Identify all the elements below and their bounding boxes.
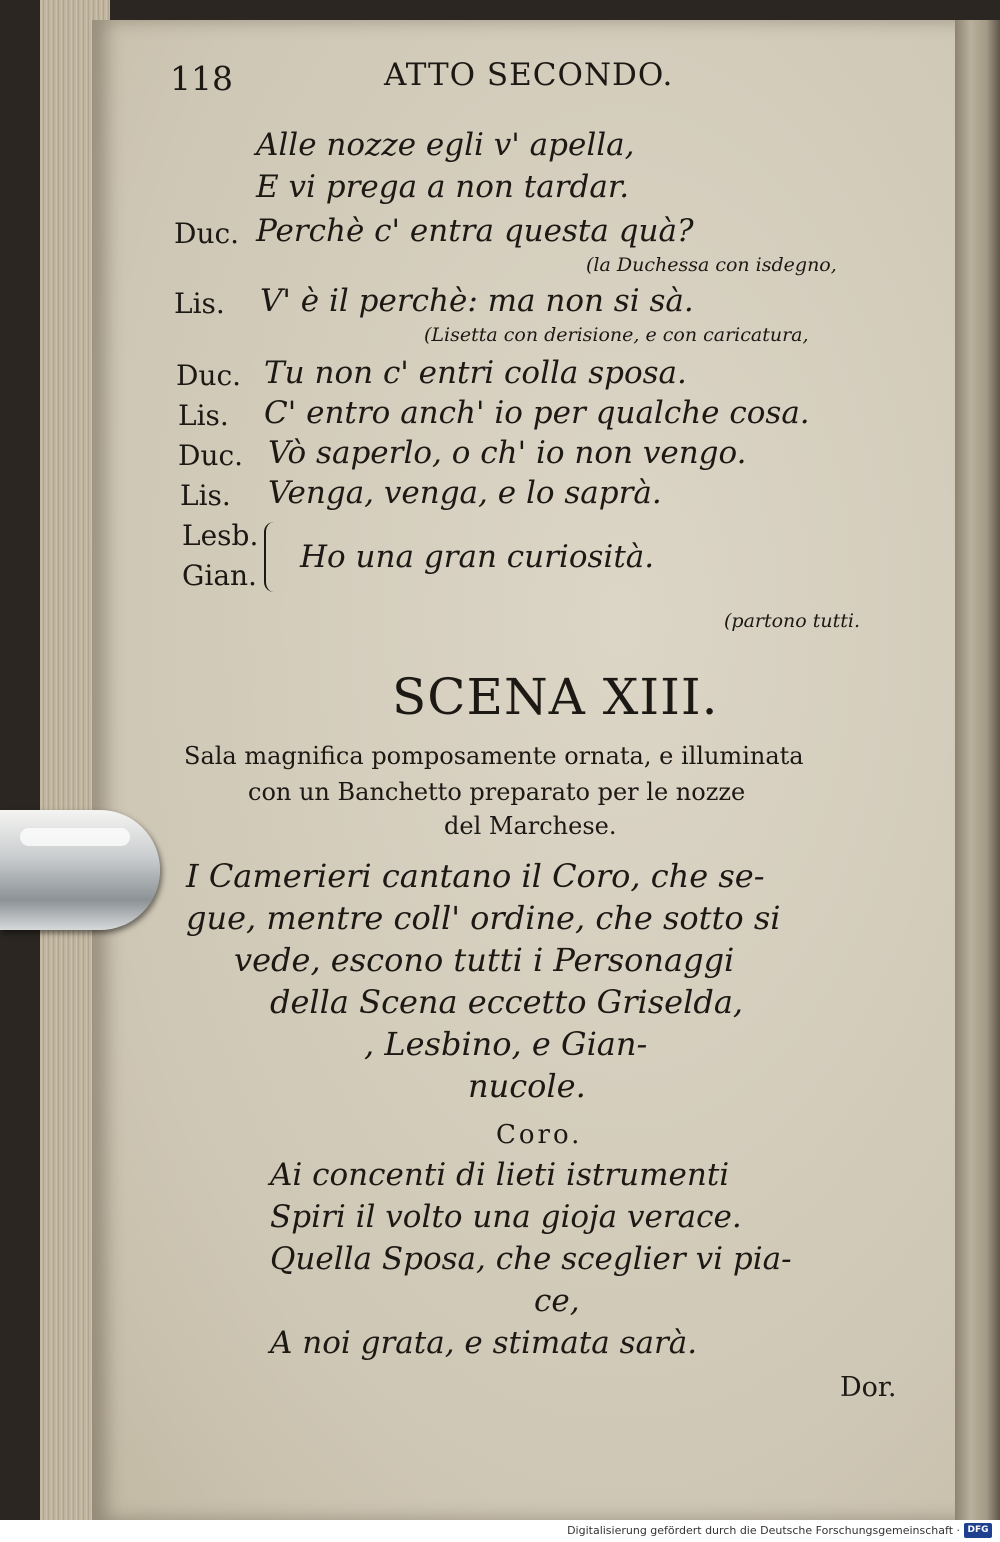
verse-line: E vi prega a non tardar. <box>256 169 630 205</box>
verse-line: Venga, venga, e lo saprà. <box>268 475 662 511</box>
dfg-logo-icon: DFG <box>964 1523 992 1538</box>
verse-line: Vò saperlo, o ch' io non vengo. <box>268 435 747 471</box>
coro-label: Coro. <box>496 1120 583 1150</box>
book-gutter <box>955 20 1000 1520</box>
speaker-brace <box>264 522 280 592</box>
verse-line: Alle nozze egli v' apella, <box>256 127 635 163</box>
footer-credit: Digitalisierung gefördert durch die Deutsche Forschungsgemeinschaft · <box>567 1524 960 1537</box>
narration-line: gue, mentre coll' ordine, che sotto si <box>186 899 781 937</box>
scene-setting-line: con un Banchetto preparato per le nozze <box>248 778 746 806</box>
page-clip <box>0 810 160 930</box>
catchword: Dor. <box>840 1372 897 1403</box>
speaker-label: Lesb. <box>182 519 259 552</box>
verse-line: Tu non c' entri colla sposa. <box>264 355 687 391</box>
verse-line: V' è il perchè: ma non si sà. <box>260 283 694 319</box>
speaker-label: Duc. <box>176 359 242 392</box>
verse-line: Perchè c' entra questa quà? <box>256 213 694 249</box>
narration-line: nucole. <box>468 1067 586 1105</box>
narration-line: della Scena eccetto Griselda, <box>270 983 744 1021</box>
speaker-label: Duc. <box>178 439 244 472</box>
narration-line: I Camerieri cantano il Coro, che se- <box>186 857 765 895</box>
verse-line: Ho una gran curiosità. <box>300 539 655 575</box>
scene-setting-line: Sala magnifica pomposamente ornata, e illuminata <box>184 742 804 770</box>
stage-direction: (la Duchessa con isdegno, <box>586 254 837 276</box>
verse-line: C' entro anch' io per qualche cosa. <box>264 395 810 431</box>
speaker-label: Lis. <box>180 479 231 512</box>
narration-line: , Lesbino, e Gian- <box>364 1025 648 1063</box>
digitization-footer <box>0 1520 1000 1542</box>
running-head: ATTO SECONDO. <box>384 57 674 93</box>
coro-line: Quella Sposa, che sceglier vi pia- <box>270 1241 792 1277</box>
coro-line: Spiri il volto una gioja verace. <box>270 1199 742 1235</box>
scene-title: SCENA XIII. <box>392 668 719 726</box>
scene-setting-line: del Marchese. <box>444 812 617 840</box>
speaker-label: Gian. <box>182 559 257 592</box>
speaker-label: Lis. <box>174 287 225 320</box>
stage-direction: (Lisetta con derisione, e con caricatura, <box>424 324 809 346</box>
exit-direction: (partono tutti. <box>724 610 861 632</box>
narration-line: vede, escono tutti i Personaggi <box>234 941 735 979</box>
coro-line: ce, <box>534 1283 580 1319</box>
speaker-label: Lis. <box>178 399 229 432</box>
coro-line: Ai concenti di lieti istrumenti <box>270 1157 730 1193</box>
speaker-label: Duc. <box>174 217 240 250</box>
page-number: 118 <box>170 59 233 98</box>
coro-line: A noi grata, e stimata sarà. <box>270 1325 698 1361</box>
